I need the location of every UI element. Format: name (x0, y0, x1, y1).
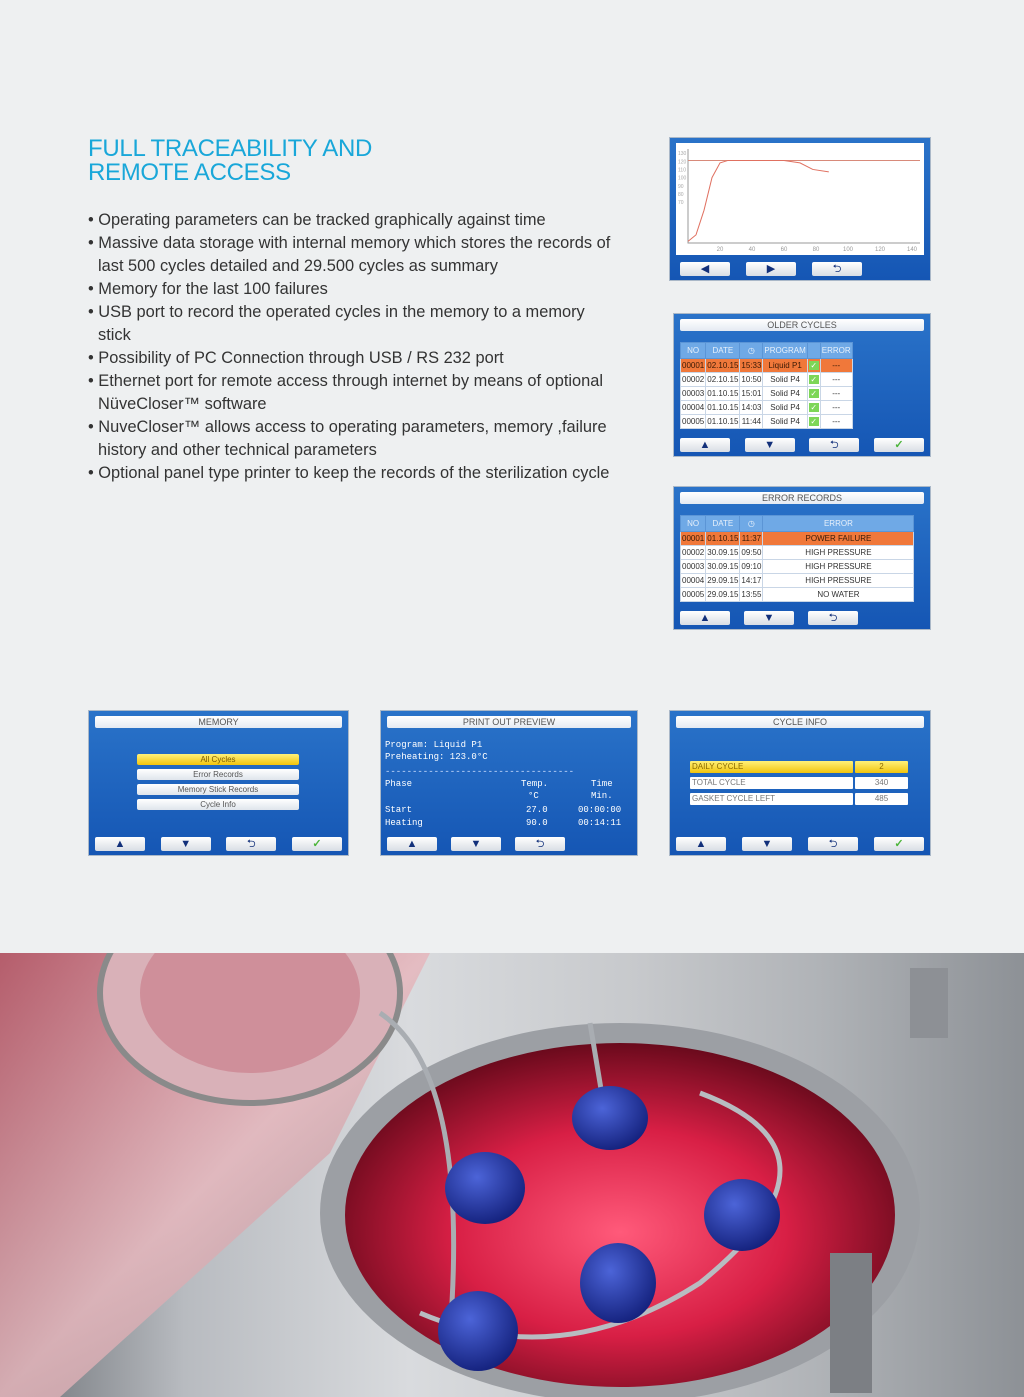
cell-no: 00004 (681, 401, 706, 415)
cell-date: 30.09.15 (706, 560, 740, 574)
table-row[interactable] (681, 415, 853, 429)
x-tick-label: 40 (748, 247, 756, 253)
col-error: ERROR (820, 343, 852, 359)
feature-item (88, 462, 648, 485)
title-line-1: FULL TRACEABILITY AND (88, 135, 373, 162)
error-records-table (680, 515, 914, 602)
screen-title: MEMORY (95, 716, 342, 728)
autoclave-photo (0, 953, 1024, 1397)
back-button[interactable]: ⮌ (226, 837, 276, 851)
cell-program: Liquid P1 (763, 359, 807, 373)
row-time: 00:14:11 (578, 818, 622, 828)
back-button[interactable]: ⮌ (808, 837, 858, 851)
back-button[interactable]: ⮌ (812, 262, 862, 276)
y-tick-label: 110 (678, 167, 686, 174)
feature-item (88, 209, 648, 232)
feature-list (88, 209, 648, 485)
cell-error: HIGH PRESSURE (763, 560, 914, 574)
feature-text: • USB port to record the operated cycles in the memory to a memory (88, 303, 585, 321)
cell-time: 15:01 (740, 387, 763, 401)
table-row[interactable] (681, 359, 853, 373)
feature-text-cont: last 500 cycles detailed and 29.500 cycles as summary (98, 257, 498, 275)
col-time: Time (591, 779, 613, 789)
older-cycles-table (680, 342, 853, 429)
feature-text: • Possibility of PC Connection through USB / RS 232 port (88, 349, 504, 367)
down-button[interactable]: ▼ (744, 611, 794, 625)
cell-no: 00005 (681, 415, 706, 429)
feature-item (88, 232, 648, 278)
col-date: DATE (706, 516, 740, 532)
feature-text-cont: NüveCloser™ software (98, 395, 267, 413)
cell-error: HIGH PRESSURE (763, 574, 914, 588)
cell-check (807, 387, 820, 401)
check-icon: ✓ (810, 375, 818, 384)
info-value: 340 (855, 777, 908, 789)
feature-item (88, 347, 648, 370)
col-error: ERROR (763, 516, 914, 532)
info-label: TOTAL CYCLE (690, 777, 853, 789)
next-button[interactable]: ▶ (746, 262, 796, 276)
col-program: PROGRAM (763, 343, 807, 359)
feature-item (88, 301, 648, 347)
cell-error: NO WATER (763, 588, 914, 602)
cell-date: 02.10.15 (706, 359, 740, 373)
down-button[interactable]: ▼ (161, 837, 211, 851)
cell-error: HIGH PRESSURE (763, 546, 914, 560)
menu-cycle-info[interactable]: Cycle Info (137, 799, 299, 810)
cell-date: 02.10.15 (706, 373, 740, 387)
up-button[interactable]: ▲ (387, 837, 437, 851)
table-row[interactable] (681, 532, 914, 546)
x-tick-label: 20 (716, 247, 724, 253)
cell-date: 01.10.15 (706, 387, 740, 401)
info-row-total-cycle (690, 777, 908, 789)
menu-memory-stick-records[interactable]: Memory Stick Records (137, 784, 299, 795)
col-temp-unit: °C (528, 791, 539, 801)
row-temp: 90.0 (526, 818, 548, 828)
cell-date: 29.09.15 (706, 574, 740, 588)
table-row[interactable] (681, 588, 914, 602)
cell-no: 00002 (681, 546, 706, 560)
y-tick-label: 80 (678, 191, 684, 198)
cell-time: 10:50 (740, 373, 763, 387)
y-tick-label: 100 (678, 175, 687, 182)
cell-error: --- (820, 415, 852, 429)
clock-icon: ◷ (740, 343, 763, 359)
y-tick-label: 90 (678, 183, 684, 190)
col-check (807, 343, 820, 359)
cell-error: --- (820, 401, 852, 415)
cell-check (807, 359, 820, 373)
check-icon: ✓ (810, 361, 818, 370)
screen-title: CYCLE INFO (676, 716, 924, 728)
separator: ----------------------------------- (385, 767, 575, 777)
cell-error: POWER FAILURE (763, 532, 914, 546)
table-row[interactable] (681, 546, 914, 560)
table-row[interactable] (681, 574, 914, 588)
cell-program: Solid P4 (763, 387, 807, 401)
cell-no: 00001 (681, 532, 706, 546)
row-phase: Start (385, 805, 413, 815)
table-row[interactable] (681, 373, 853, 387)
feature-item (88, 416, 648, 462)
col-temp: Temp. (521, 779, 549, 789)
error-records-screen (673, 486, 931, 630)
y-tick-label: 130 (678, 151, 687, 158)
x-tick-label: 60 (780, 247, 788, 253)
program-line: Program: Liquid P1 (385, 740, 483, 750)
cell-no: 00005 (681, 588, 706, 602)
check-icon: ✓ (810, 417, 818, 426)
cell-no: 00003 (681, 560, 706, 574)
cell-time: 11:37 (740, 532, 763, 546)
graph-axes (688, 149, 920, 243)
menu-all-cycles[interactable]: All Cycles (137, 754, 299, 765)
cell-time: 09:10 (740, 560, 763, 574)
cell-date: 01.10.15 (706, 401, 740, 415)
col-date: DATE (706, 343, 740, 359)
cell-program: Solid P4 (763, 373, 807, 387)
feature-item (88, 370, 648, 416)
preheating-line: Preheating: 123.0°C (385, 752, 488, 762)
screen-title: PRINT OUT PREVIEW (387, 716, 631, 728)
cell-time: 13:55 (740, 588, 763, 602)
feature-text: • Ethernet port for remote access through internet by means of optional (88, 372, 604, 390)
back-button[interactable]: ⮌ (515, 837, 565, 851)
table-row[interactable] (681, 401, 853, 415)
cell-program: Solid P4 (763, 401, 807, 415)
cell-check (807, 401, 820, 415)
row-time: 00:00:00 (578, 805, 622, 815)
feature-text: • Massive data storage with internal memory which stores the records of (88, 234, 611, 252)
cell-date: 30.09.15 (706, 546, 740, 560)
info-row-daily-cycle (690, 761, 908, 773)
feature-text: • NuveCloser™ allows access to operating parameters, memory ,failure (88, 418, 607, 436)
col-no: NO (681, 343, 706, 359)
info-row-gasket-cycle-left (690, 793, 908, 805)
up-button[interactable]: ▲ (95, 837, 145, 851)
confirm-button[interactable]: ✓ (292, 837, 342, 851)
graph-screen (669, 137, 931, 281)
older-cycles-screen (673, 313, 931, 457)
cell-no: 00002 (681, 373, 706, 387)
info-value: 485 (855, 793, 908, 805)
back-button[interactable]: ⮌ (808, 611, 858, 625)
col-phase: Phase (385, 779, 413, 789)
up-button[interactable]: ▲ (680, 611, 730, 625)
cell-time: 09:50 (740, 546, 763, 560)
cell-check (807, 415, 820, 429)
cell-time: 14:17 (740, 574, 763, 588)
cycle-info-screen (669, 710, 931, 856)
cell-time: 11:44 (740, 415, 763, 429)
title-line-2: REMOTE ACCESS (88, 159, 291, 186)
table-row[interactable] (681, 387, 853, 401)
row-temp: 27.0 (526, 805, 548, 815)
feature-text-cont: history and other technical parameters (98, 441, 377, 459)
x-tick-label: 140 (906, 247, 918, 253)
printout-screen (380, 710, 638, 856)
x-tick-label: 120 (874, 247, 886, 253)
check-icon: ✓ (810, 403, 818, 412)
memory-screen (88, 710, 349, 856)
temperature-graph (676, 143, 924, 255)
cell-error: --- (820, 387, 852, 401)
col-no: NO (681, 516, 706, 532)
down-button[interactable]: ▼ (742, 837, 792, 851)
back-button[interactable]: ⮌ (809, 438, 859, 452)
y-tick-label: 70 (678, 200, 684, 207)
cell-time: 14:03 (740, 401, 763, 415)
screen-title: ERROR RECORDS (680, 492, 924, 504)
up-button[interactable]: ▲ (676, 837, 726, 851)
confirm-button[interactable]: ✓ (874, 438, 924, 452)
info-label: DAILY CYCLE (690, 761, 853, 773)
feature-item (88, 278, 648, 301)
col-time-unit: Min. (591, 791, 613, 801)
cell-date: 01.10.15 (706, 532, 740, 546)
up-button[interactable]: ▲ (680, 438, 730, 452)
confirm-button[interactable]: ✓ (874, 837, 924, 851)
page-title (88, 137, 372, 185)
x-tick-label: 80 (812, 247, 820, 253)
x-tick-label: 100 (842, 247, 854, 253)
check-icon: ✓ (810, 389, 818, 398)
row-phase: Heating (385, 818, 423, 828)
y-tick-label: 120 (678, 159, 687, 166)
info-label: GASKET CYCLE LEFT (690, 793, 853, 805)
cell-no: 00003 (681, 387, 706, 401)
info-value: 2 (855, 761, 908, 773)
cell-error: --- (820, 359, 852, 373)
screen-title: OLDER CYCLES (680, 319, 924, 331)
cell-time: 15:33 (740, 359, 763, 373)
down-button[interactable]: ▼ (451, 837, 501, 851)
cell-date: 01.10.15 (706, 415, 740, 429)
cell-error: --- (820, 373, 852, 387)
cell-program: Solid P4 (763, 415, 807, 429)
cell-date: 29.09.15 (706, 588, 740, 602)
menu-error-records[interactable]: Error Records (137, 769, 299, 780)
feature-text: • Optional panel type printer to keep the records of the sterilization cycle (88, 464, 610, 482)
temperature-curve (688, 160, 829, 241)
feature-text: • Memory for the last 100 failures (88, 280, 328, 298)
cell-check (807, 373, 820, 387)
feature-text-cont: stick (98, 326, 131, 344)
autoclave-illustration (0, 953, 1024, 1397)
down-button[interactable]: ▼ (745, 438, 795, 452)
feature-text: • Operating parameters can be tracked graphically against time (88, 211, 546, 229)
cell-no: 00004 (681, 574, 706, 588)
cell-no: 00001 (681, 359, 706, 373)
table-row[interactable] (681, 560, 914, 574)
clock-icon: ◷ (740, 516, 763, 532)
prev-button[interactable]: ◀ (680, 262, 730, 276)
